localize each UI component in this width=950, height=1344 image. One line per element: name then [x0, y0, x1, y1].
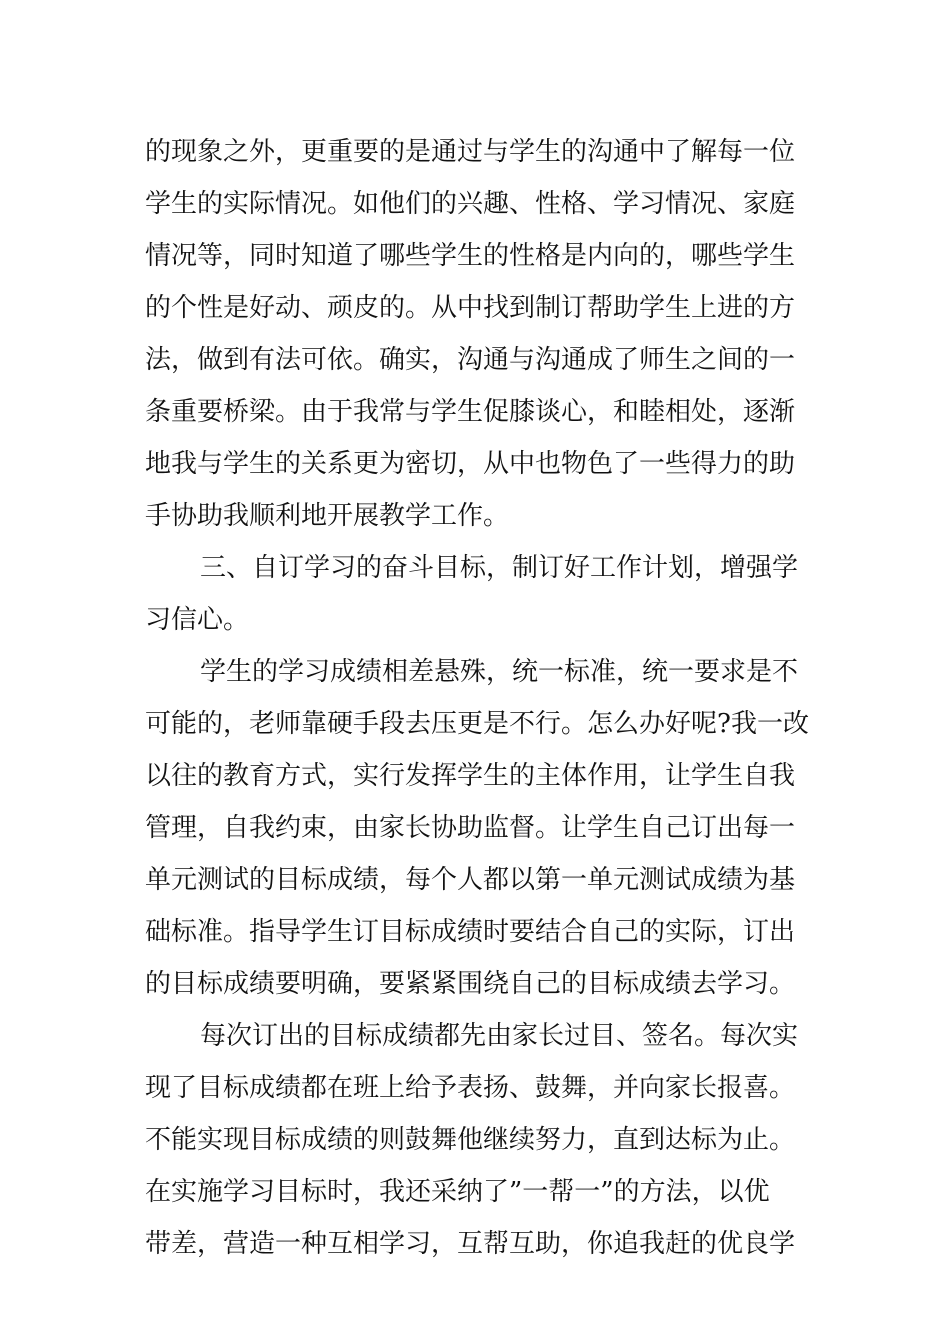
text-line: 管理，自我约束，由家长协助监督。让学生自己订出每一 [145, 813, 796, 843]
text-line: 的目标成绩要明确，要紧紧围绕自己的目标成绩去学习。 [145, 969, 796, 999]
text-line: 可能的，老师靠硬手段去压更是不行。怎么办好呢?我一改 [145, 709, 809, 739]
text-line: 在实施学习目标时，我还采纳了”一帮一”的方法，以优 [145, 1177, 770, 1207]
text-line: 学生的实际情况。如他们的兴趣、性格、学习情况、家庭 [145, 189, 796, 219]
text-line: 的现象之外，更重要的是通过与学生的沟通中了解每一位 [145, 137, 796, 167]
section-heading-line: 三、自订学习的奋斗目标，制订好工作计划，增强学 [200, 553, 799, 583]
text-line: 地我与学生的关系更为密切，从中也物色了一些得力的助 [145, 449, 796, 479]
text-line: 情况等，同时知道了哪些学生的性格是内向的，哪些学生 [145, 241, 796, 271]
text-line: 带差，营造一种互相学习，互帮互助，你追我赶的优良学 [145, 1229, 796, 1259]
text-line: 法，做到有法可依。确实，沟通与沟通成了师生之间的一 [145, 345, 796, 375]
text-line: 每次订出的目标成绩都先由家长过目、签名。每次实 [200, 1021, 799, 1051]
text-line: 条重要桥梁。由于我常与学生促膝谈心，和睦相处，逐渐 [145, 397, 796, 427]
text-line: 以往的教育方式，实行发挥学生的主体作用，让学生自我 [145, 761, 796, 791]
text-line: 的个性是好动、顽皮的。从中找到制订帮助学生上进的方 [145, 293, 796, 323]
text-line: 手协助我顺利地开展教学工作。 [145, 501, 510, 531]
text-line: 不能实现目标成绩的则鼓舞他继续努力，直到达标为止。 [145, 1125, 796, 1155]
text-line: 现了目标成绩都在班上给予表扬、鼓舞，并向家长报喜。 [145, 1073, 796, 1103]
body-text [145, 126, 815, 1270]
text-line: 单元测试的目标成绩，每个人都以第一单元测试成绩为基 [145, 865, 796, 895]
section-heading-line: 习信心。 [145, 605, 250, 635]
text-line: 学生的学习成绩相差悬殊，统一标准，统一要求是不 [200, 657, 799, 687]
text-line: 础标准。指导学生订目标成绩时要结合自己的实际，订出 [145, 917, 796, 947]
